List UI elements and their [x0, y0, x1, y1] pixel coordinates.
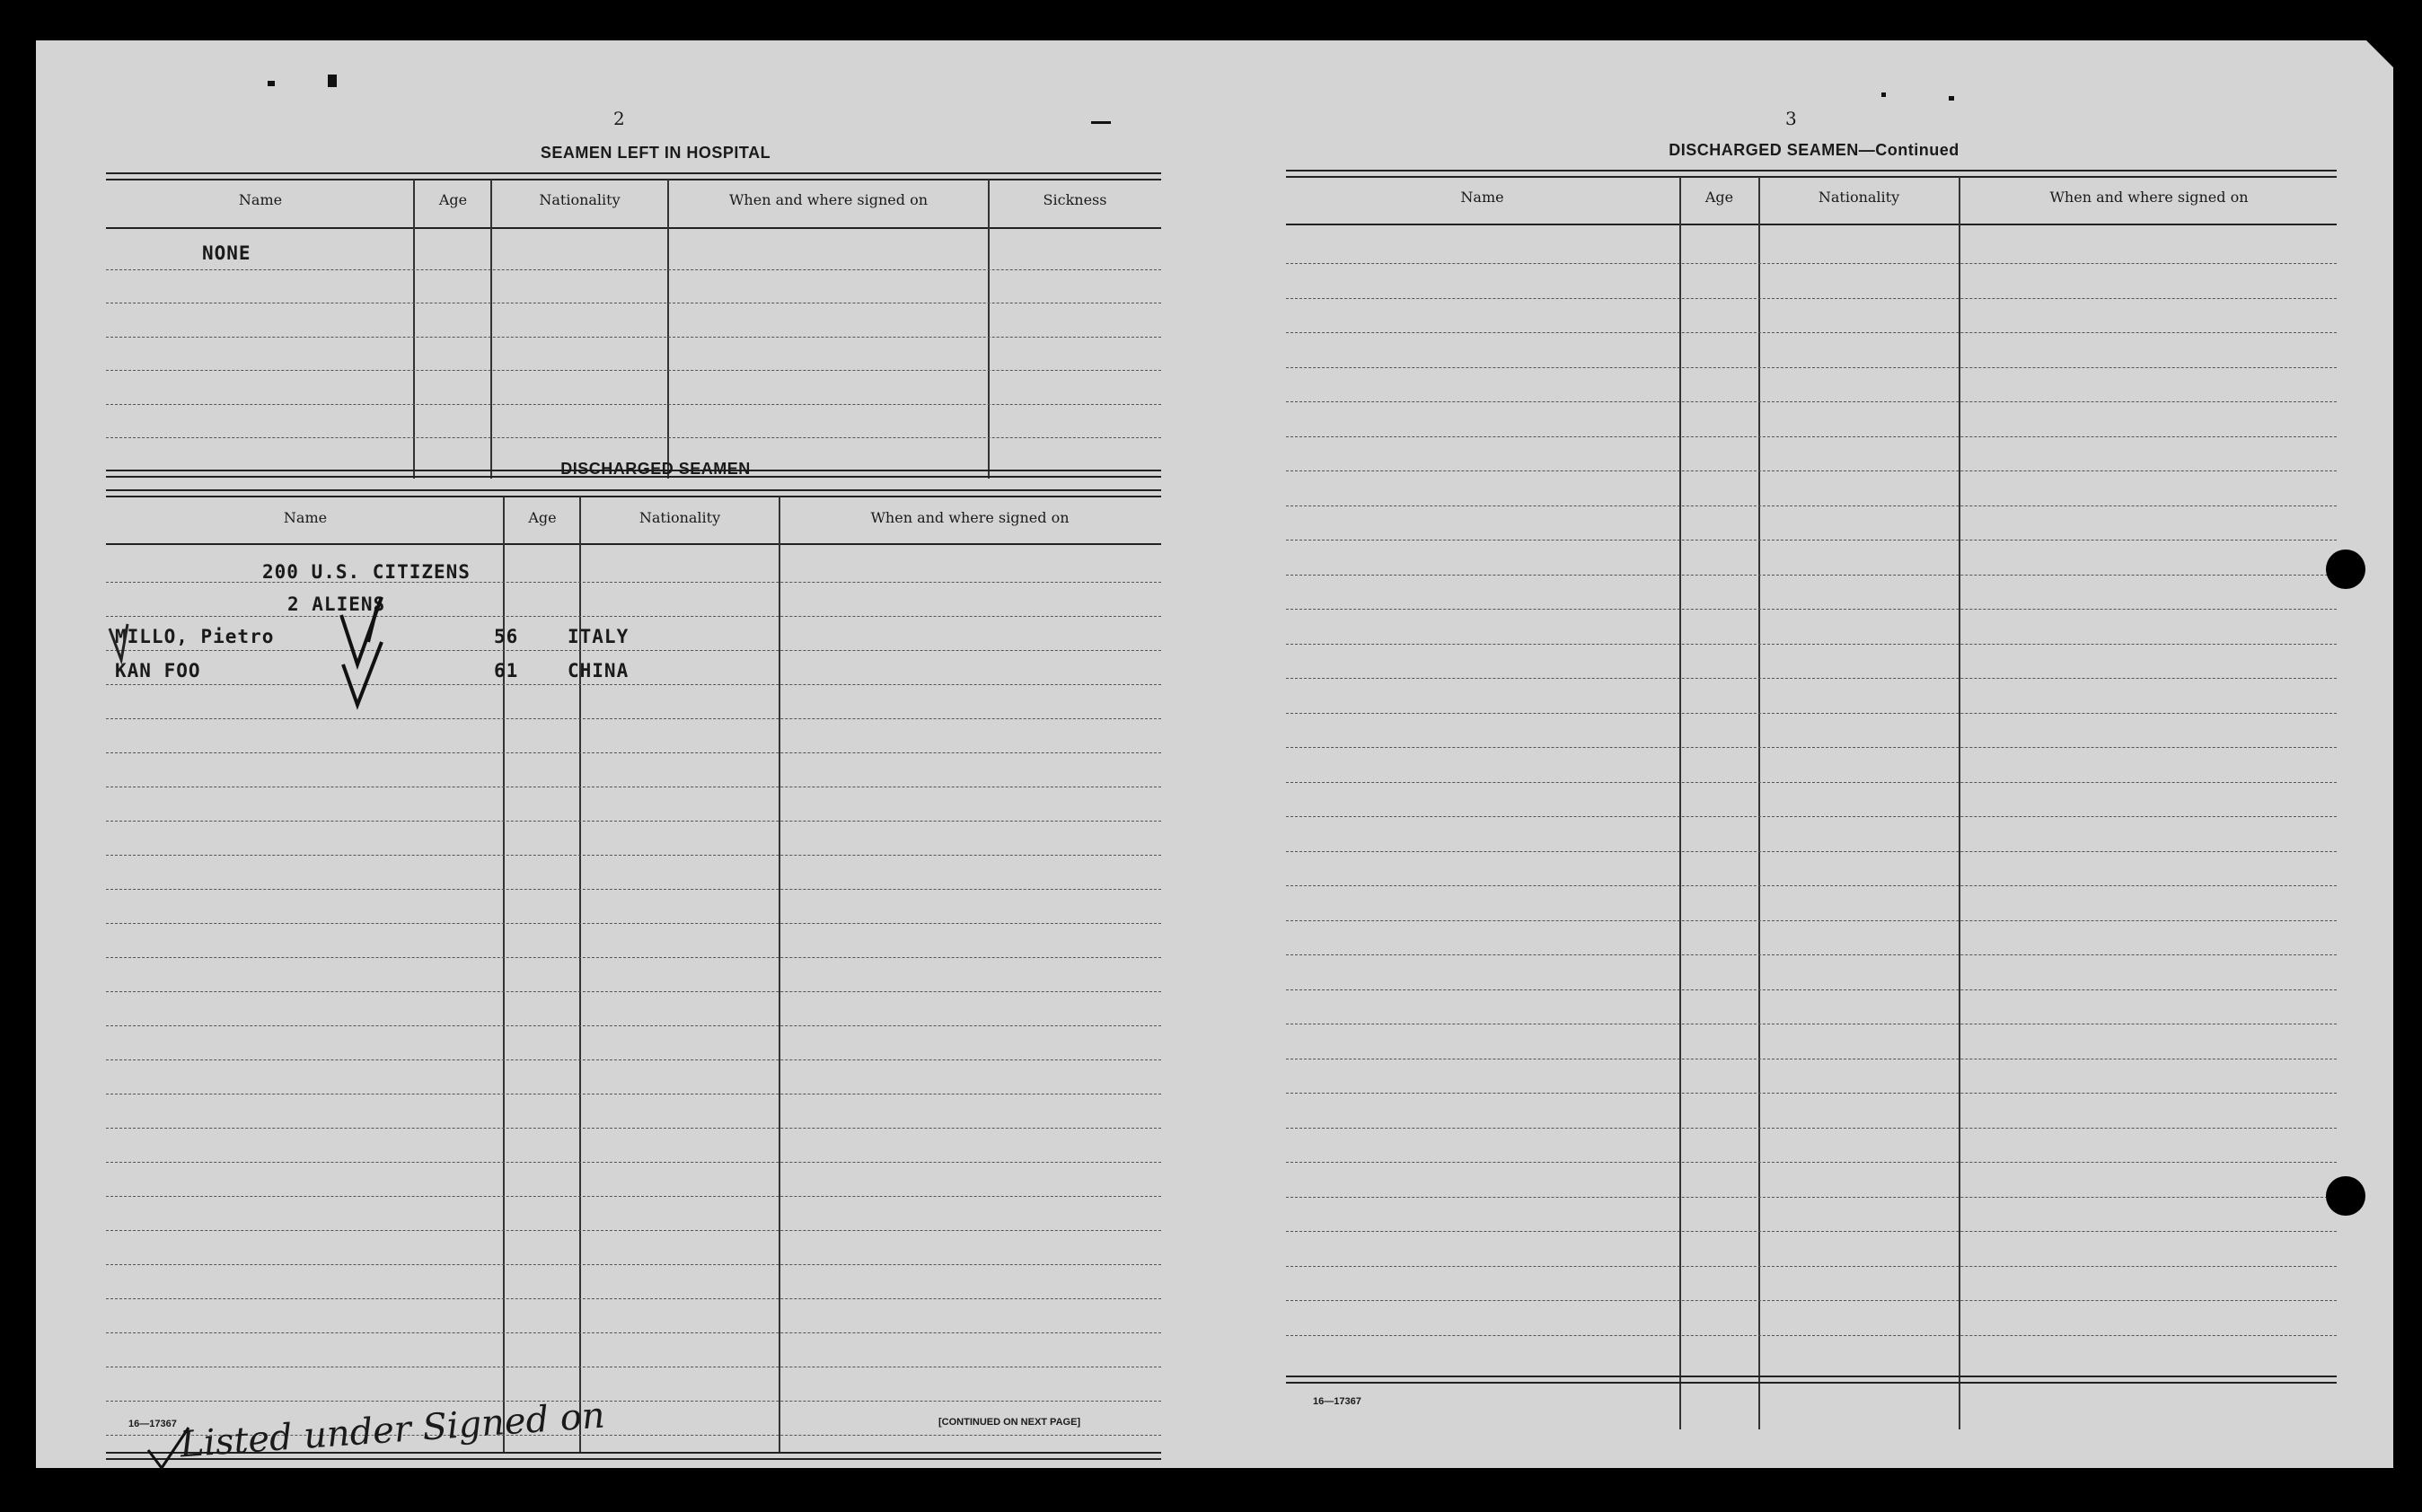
- table-row-line: [106, 889, 1161, 890]
- handwritten-note: Listed under Signed on: [178, 1394, 607, 1466]
- seaman-row-1-age: 56: [494, 626, 519, 647]
- hospital-row-line: [106, 370, 1161, 371]
- ink-mark: [1949, 96, 1954, 101]
- table-row-line: [1286, 470, 2337, 471]
- table-row-line: [106, 1128, 1161, 1129]
- right-col-signed-on: When and where signed on: [2049, 189, 2249, 206]
- hospital-col-sickness: Sickness: [1043, 191, 1107, 208]
- discharged-continued-title: DISCHARGED SEAMEN—Continued: [1669, 141, 1960, 159]
- right-table-bottom-rule: [1286, 1376, 2337, 1384]
- table-row-line: [1286, 1197, 2337, 1198]
- ink-mark: [1881, 92, 1886, 97]
- table-row-line: [1286, 954, 2337, 955]
- hospital-header-rule: [106, 227, 1161, 229]
- page-number-left: 2: [613, 108, 625, 129]
- table-row-line: [106, 1025, 1161, 1026]
- table-row-line: [1286, 1128, 2337, 1129]
- discharged-col-age: Age: [528, 509, 557, 526]
- right-vline: [1959, 177, 1960, 1429]
- discharged-table-top-rule: [106, 489, 1161, 497]
- table-row-line: [106, 1332, 1161, 1333]
- ink-mark: [1091, 121, 1111, 124]
- table-row-line: [1286, 920, 2337, 921]
- hospital-row-line: [106, 337, 1161, 338]
- binder-hole: [2326, 549, 2365, 589]
- table-row-line: [106, 991, 1161, 992]
- table-row-line: [106, 752, 1161, 753]
- table-row-line: [1286, 332, 2337, 333]
- discharged-header-rule: [106, 543, 1161, 545]
- table-row-line: [1286, 298, 2337, 299]
- hospital-row-line: [106, 437, 1161, 438]
- right-col-nationality: Nationality: [1818, 189, 1900, 206]
- hospital-col-nationality: Nationality: [539, 191, 621, 208]
- table-row-line: [1286, 263, 2337, 264]
- table-row-line: [1286, 401, 2337, 402]
- discharged-section-title: DISCHARGED SEAMEN: [560, 460, 751, 478]
- discharged-vline: [779, 497, 780, 1453]
- hospital-row-line: [106, 404, 1161, 405]
- table-row-line: [1286, 989, 2337, 990]
- right-col-age: Age: [1704, 189, 1734, 206]
- table-row-line: [1286, 1300, 2337, 1301]
- hospital-vline: [988, 180, 990, 479]
- continued-note: [CONTINUED ON NEXT PAGE]: [938, 1417, 1081, 1428]
- hospital-table-top-rule: [106, 172, 1161, 180]
- document-sheet: [36, 40, 2393, 1468]
- right-vline: [1758, 177, 1760, 1429]
- table-row-line: [1286, 885, 2337, 886]
- form-number-left: 16—17367: [128, 1419, 177, 1429]
- table-row-line: [1286, 851, 2337, 852]
- table-row-line: [1286, 505, 2337, 506]
- discharged-col-name: Name: [283, 509, 328, 526]
- hospital-entry: NONE: [202, 242, 251, 264]
- table-row-line: [1286, 1093, 2337, 1094]
- table-row-line: [1286, 1231, 2337, 1232]
- table-row-line: [106, 821, 1161, 822]
- seaman-row-1-name: MILLO, Pietro: [115, 626, 275, 647]
- table-row-line: [1286, 575, 2337, 576]
- hospital-col-age: Age: [438, 191, 468, 208]
- table-row-line: [1286, 644, 2337, 645]
- right-header-rule: [1286, 224, 2337, 225]
- table-row-line: [106, 718, 1161, 719]
- table-row-line: [106, 1059, 1161, 1060]
- discharged-col-signed-on: When and where signed on: [870, 509, 1070, 526]
- page-number-right: 3: [1785, 108, 1797, 129]
- hospital-section-title: SEAMEN LEFT IN HOSPITAL: [540, 144, 771, 162]
- table-row-line: [106, 1298, 1161, 1299]
- table-row-line: [106, 957, 1161, 958]
- hospital-row-line: [106, 269, 1161, 270]
- table-row-line: [1286, 540, 2337, 541]
- table-row-line: [106, 1264, 1161, 1265]
- table-row-line: [1286, 747, 2337, 748]
- table-row-line: [1286, 1335, 2337, 1336]
- table-row-line: [106, 1162, 1161, 1163]
- ink-mark: [328, 75, 337, 87]
- table-row-line: [1286, 1162, 2337, 1163]
- right-vline: [1679, 177, 1681, 1429]
- handwritten-checkmarks: [72, 588, 467, 714]
- seaman-row-2-name: KAN FOO: [115, 660, 201, 681]
- right-table-top-rule: [1286, 170, 2337, 178]
- table-row-line: [1286, 609, 2337, 610]
- discharged-col-nationality: Nationality: [639, 509, 721, 526]
- table-row-line: [1286, 713, 2337, 714]
- table-row-line: [1286, 782, 2337, 783]
- form-number-right: 16—17367: [1313, 1396, 1361, 1407]
- hospital-vline: [413, 180, 415, 479]
- table-row-line: [106, 923, 1161, 924]
- table-row-line: [106, 855, 1161, 856]
- table-row-line: [1286, 1266, 2337, 1267]
- seaman-row-2-nationality: CHINA: [568, 660, 630, 681]
- table-row-line: [1286, 367, 2337, 368]
- table-row-line: [106, 1230, 1161, 1231]
- summary-citizens: 200 U.S. CITIZENS: [262, 561, 471, 583]
- seaman-row-1-nationality: ITALY: [568, 626, 630, 647]
- table-row-line: [1286, 816, 2337, 817]
- hospital-col-name: Name: [238, 191, 283, 208]
- table-row-line: [1286, 436, 2337, 437]
- summary-aliens: 2 ALIENS: [287, 593, 386, 615]
- binder-hole: [2326, 1176, 2365, 1216]
- right-col-name: Name: [1460, 189, 1504, 206]
- seaman-row-2-age: 61: [494, 660, 519, 681]
- table-row-line: [1286, 678, 2337, 679]
- hospital-vline: [490, 180, 492, 479]
- hospital-col-signed-on: When and where signed on: [728, 191, 929, 208]
- table-row-line: [106, 1401, 1161, 1402]
- handwritten-check-bottom: [144, 1423, 198, 1477]
- ink-mark: [268, 81, 275, 86]
- hospital-vline: [667, 180, 669, 479]
- table-row-line: [106, 1196, 1161, 1197]
